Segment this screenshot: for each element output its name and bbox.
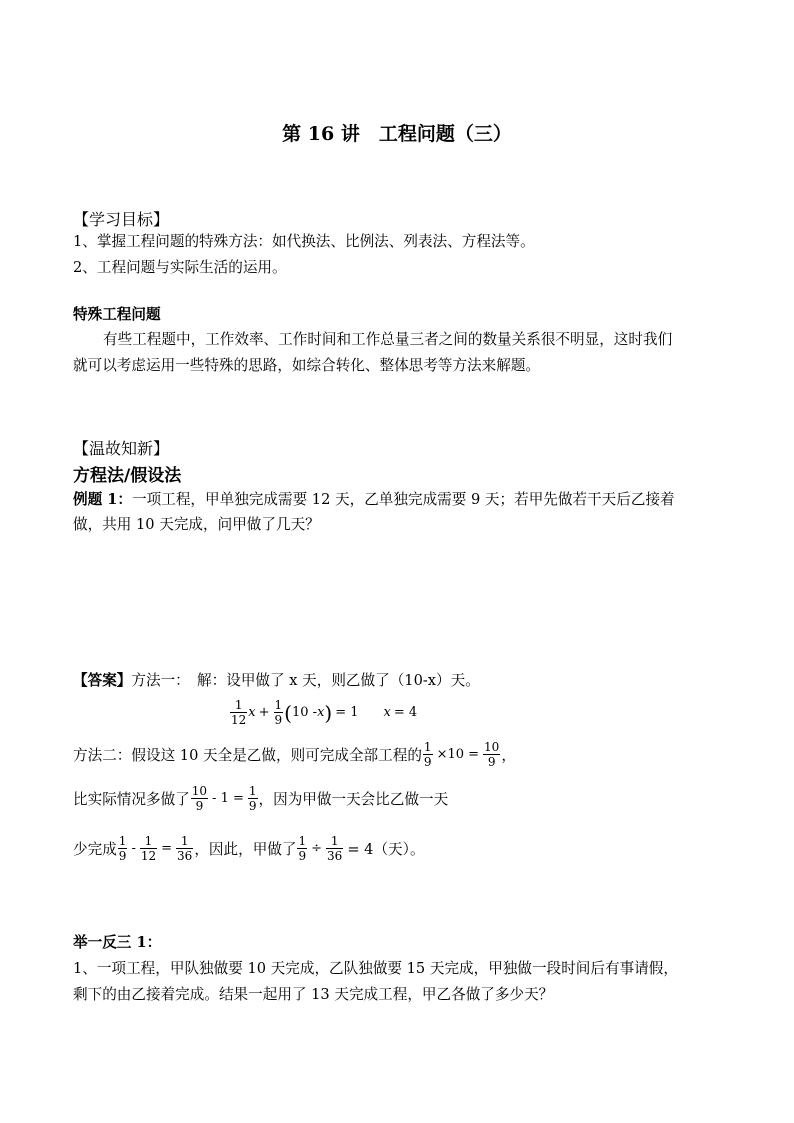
fraction: $\frac{1}{12}$ <box>140 834 157 863</box>
fraction: $\frac{1}{36}$ <box>177 834 193 863</box>
fraction: $\frac{1}{9}$ <box>423 740 432 769</box>
practice-line: 剩下的由乙接着完成。结果一起用了 13 天完成工程，甲乙各做了多少天？ <box>73 986 554 1003</box>
operator: = <box>161 841 173 856</box>
text: 少完成 <box>73 841 117 858</box>
equals: = 1 <box>335 705 359 720</box>
review-heading: 【温故知新】 <box>73 439 170 458</box>
practice-line: 1、一项工程，甲队独做要 10 天完成，乙队独做要 15 天完成，甲独做一段时间后有事请假， <box>73 960 678 977</box>
variable-x: x <box>383 705 391 720</box>
variable-x: x <box>248 705 256 720</box>
text: ，因为甲做一天会比乙做一天 <box>258 791 449 808</box>
fraction: $\frac{1}{36}$ <box>327 834 343 863</box>
example-line <box>73 490 675 510</box>
fraction: $\frac{1}{9}$ <box>248 784 257 813</box>
example-text: 一项工程，甲单独完成需要 12 天，乙单独完成需要 9 天；若甲先做若干天后乙接着 <box>132 491 675 508</box>
answer-line <box>73 835 425 862</box>
operator: + <box>258 705 270 720</box>
fraction: $\frac{1}{9}$ <box>118 834 127 863</box>
special-heading: 特殊工程问题 <box>73 306 161 323</box>
example-line: 做，共用 10 天完成，问甲做了几天？ <box>73 516 320 533</box>
example-label: 例题 1： <box>73 491 133 508</box>
goals-heading: 【学习目标】 <box>73 210 170 229</box>
goal-item: 2、工程问题与实际生活的运用。 <box>73 259 287 276</box>
special-paragraph-line: 有些工程题中，工作效率、工作时间和工作总量三者之间的数量关系很不明显，这时我们 <box>103 331 673 348</box>
operator: ÷ <box>311 841 323 856</box>
text: 方法二：假设这 10 天全是乙做，则可完成全部工程的 <box>73 747 422 764</box>
fraction: $\frac{10}{9}$ <box>484 740 500 769</box>
fraction: $\frac{10}{9}$ <box>191 784 208 813</box>
operator: - 1 = <box>212 791 244 806</box>
text: ，因此，甲做了 <box>194 841 297 858</box>
paren-inner: 10 - <box>291 705 318 720</box>
fraction: $\frac{1}{9}$ <box>274 698 283 727</box>
operator: - <box>131 841 136 856</box>
goal-item: 1、掌握工程问题的特殊方法：如代换法、比例法、列表法、方程法等。 <box>73 233 535 250</box>
answer-method1-text: 方法一： 解：设甲做了 x 天，则乙做了（10-x）天。 <box>131 672 480 689</box>
practice-heading: 举一反三 1： <box>73 934 162 951</box>
answer-label: 【答案】 <box>73 672 132 689</box>
fraction: $\frac{1}{12}$ <box>231 698 247 727</box>
equals: = 4 <box>393 705 418 720</box>
method-title: 方程法/假设法 <box>73 466 182 486</box>
text: 比实际情况多做了 <box>73 791 190 808</box>
special-paragraph-line: 就可以考虑运用一些特殊的思路，如综合转化、整体思考等方法来解题。 <box>73 357 541 374</box>
page-title: 第 16 讲 工程问题（三） <box>282 123 512 145</box>
text: = 4（天）。 <box>347 841 425 858</box>
operator: ×10 = <box>436 747 480 762</box>
variable-x: x <box>317 705 325 720</box>
paren: ( <box>284 700 292 725</box>
fraction: $\frac{1}{9}$ <box>298 834 307 863</box>
answer-line <box>73 785 448 812</box>
text: ， <box>501 747 516 764</box>
answer-method2-line <box>73 741 516 768</box>
paren: ) <box>324 700 333 725</box>
equation-row <box>229 699 420 726</box>
answer-method1 <box>73 671 480 691</box>
